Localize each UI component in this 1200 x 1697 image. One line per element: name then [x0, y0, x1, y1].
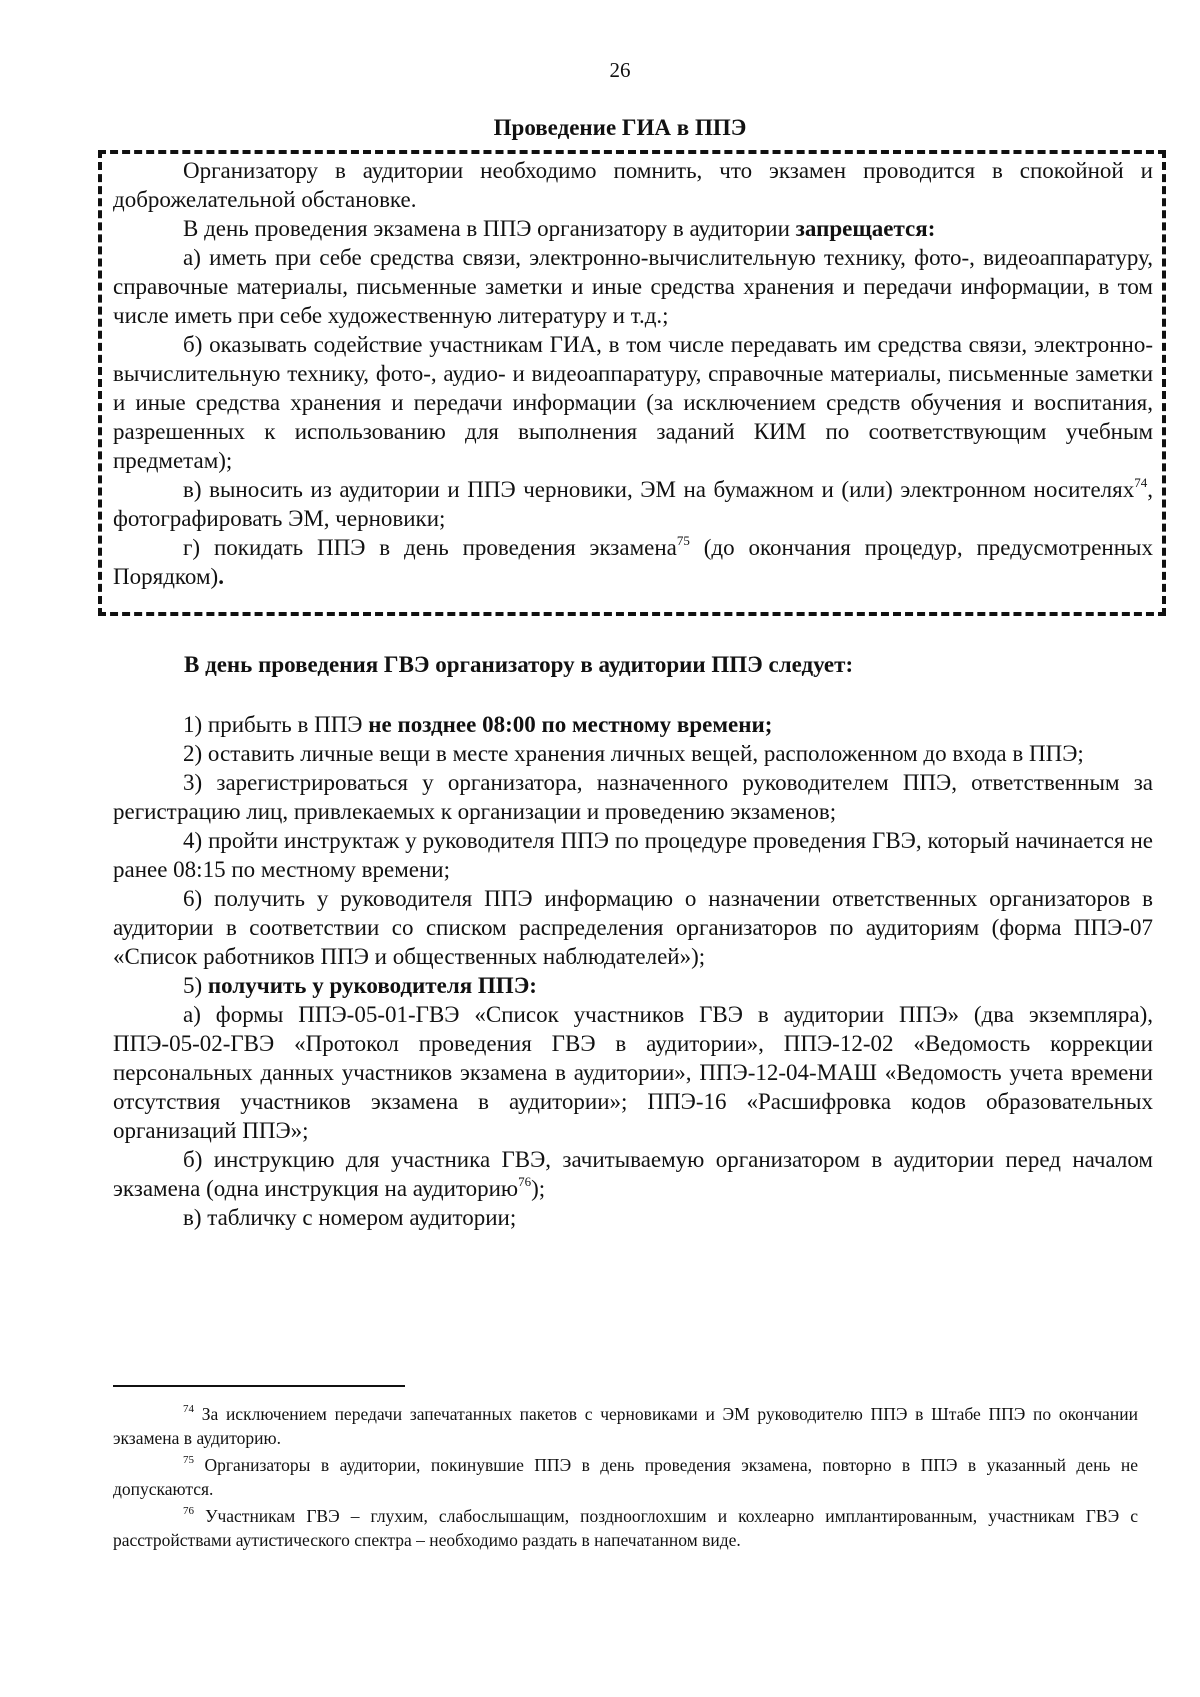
gve-steps	[113, 710, 1153, 1232]
prohibitions-text	[113, 156, 1153, 591]
section-title: Проведение ГИА в ППЭ	[493, 115, 747, 140]
footnote-ref-76: 76	[518, 1174, 532, 1189]
step-4: 4) пройти инструктаж у руководителя ППЭ по процедуре проведения ГВЭ, который начинается не ранее 08:15 по местному времени;	[113, 828, 1153, 882]
footnotes	[113, 1402, 1138, 1552]
footnote-74: $^{74}$ За исключением передачи запечатанных пакетов с черновиками и ЭМ руководителю ППЭ в Штабе ППЭ по окончании экзамена в аудиторию.	[113, 1403, 1138, 1448]
footnote-75: $^{75}$ Организаторы в аудитории, покинувшие ППЭ в день проведения экзамена, повторно в ППЭ в указанный день не допускаются.	[113, 1454, 1138, 1499]
prohibited-label: запрещается:	[795, 216, 936, 241]
footnote-ref-74: 74	[1134, 475, 1148, 490]
footnote-ref-75: 75	[676, 533, 690, 548]
box-item-b: б) оказывать содействие участникам ГИА, в том числе передавать им средства связи, электронно-вычислительную технику, фото-, аудио- и видеоаппаратуру, справочные материалы, письменные заметки и иные средства хранения и передачи информации (за исключением средств обучения и воспитания, разрешенных к использованию для выполнения заданий КИМ по соответствующим учебным предметам);	[113, 332, 1153, 473]
step-5-b: б) инструкцию для участника ГВЭ, зачитываемую организатором в аудитории перед началом экзамена (одна инструкция на аудиторию$^{76}$);	[113, 1147, 1153, 1201]
step-5-a: а) формы ППЭ-05-01-ГВЭ «Список участников ГВЭ в аудитории ППЭ» (два экземпляра), ППЭ-05-02-ГВЭ «Протокол проведения ГВЭ в аудитории», ППЭ-12-02 «Ведомость коррекции персональных данных участников экзамена в аудитории», ППЭ-12-04-МАШ «Ведомость учета времени отсутствия участников экзамена в аудитории»; ППЭ-16 «Расшифровка кодов образовательных организаций ППЭ»;	[113, 1002, 1153, 1143]
step-3: 3) зарегистрироваться у организатора, назначенного руководителем ППЭ, ответственным за регистрацию лиц, привлекаемых к организации и проведению экзаменов;	[113, 770, 1153, 824]
gve-heading: В день проведения ГВЭ организатору в аудитории ППЭ следует:	[184, 652, 854, 677]
footnote-76: $^{76}$ Участникам ГВЭ – глухим, слабослышащим, позднооглохшим и кохлеарно имплантированным, участникам ГВЭ с расстройствами аутистического спектра – необходимо раздать в напечатанном виде.	[113, 1505, 1138, 1550]
box-item-v: в) выносить из аудитории и ППЭ черновики, ЭМ на бумажном и (или) электронном носителях$^{74}$, фотографировать ЭМ, черновики;	[113, 475, 1153, 531]
step-6: 6) получить у руководителя ППЭ информацию о назначении ответственных организаторов в аудитории в соответствии со списком распределения организаторов по аудиториям (форма ППЭ-07 «Список работников ППЭ и общественных наблюдателей»);	[113, 886, 1153, 969]
step-1: 1) прибыть в ППЭ не позднее 08:00 по местному времени;	[183, 712, 773, 737]
box-item-a: а) иметь при себе средства связи, электронно-вычислительную технику, фото-, видеоаппаратуру, справочные материалы, письменные заметки и иные средства хранения и передачи информации, в том числе иметь при себе художественную литературу и т.д.;	[113, 245, 1153, 328]
page-number: 26	[609, 58, 631, 82]
footnote-separator	[113, 1385, 405, 1387]
step-5-v: в) табличку с номером аудитории;	[183, 1205, 517, 1230]
box-paragraph-2: В день проведения экзамена в ППЭ организатору в аудитории запрещается:	[183, 216, 936, 241]
box-paragraph-1: Организатору в аудитории необходимо помнить, что экзамен проводится в спокойной и доброжелательной обстановке.	[113, 158, 1153, 212]
box-item-g: г) покидать ППЭ в день проведения экзамена$^{75}$ (до окончания процедур, предусмотренных Порядком).	[113, 533, 1153, 589]
step-5: 5) получить у руководителя ППЭ:	[183, 973, 537, 998]
step-2: 2) оставить личные вещи в месте хранения личных вещей, расположенном до входа в ППЭ;	[183, 741, 1084, 766]
